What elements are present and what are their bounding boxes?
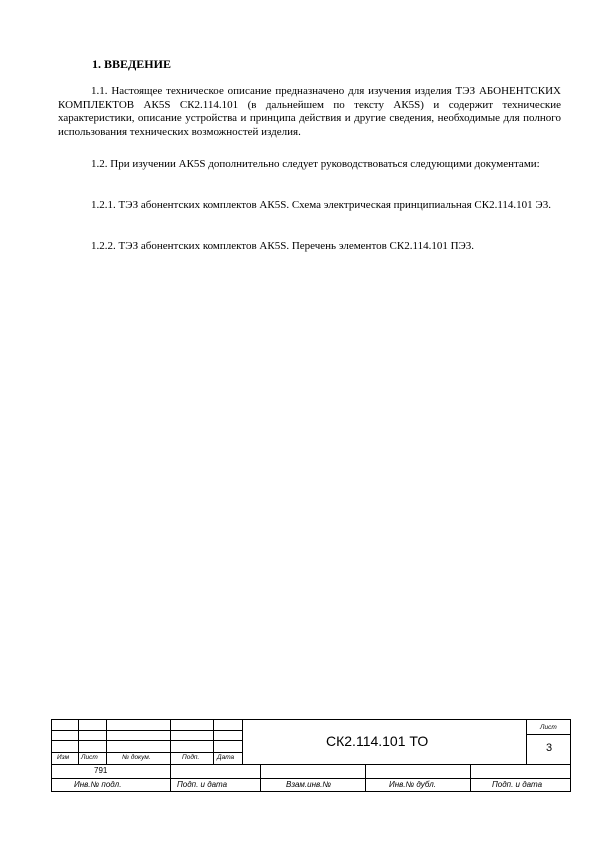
sheet-number: 3	[546, 742, 553, 754]
paragraph-1-2-2: 1.2.2. ТЭЗ абонентских комплектов АК5S. Перечень элементов СК2.114.101 ПЭ3.	[91, 240, 475, 252]
section-title: 1. ВВЕДЕНИЕ	[92, 57, 171, 71]
header-doc-number: № докум.	[122, 754, 151, 761]
paragraph-1-2-1: 1.2.1. ТЭЗ абонентских комплектов АК5S. Схема электрическая принципиальная СК2.114.101 Э3.	[91, 199, 551, 211]
header-izm: Изм	[57, 754, 70, 761]
header-date: Дата	[217, 754, 235, 761]
label-inv-dubl: Инв.№ дубл.	[389, 780, 436, 789]
sheet-label: Лист	[540, 724, 557, 731]
document-designation: СК2.114.101 ТО	[326, 733, 429, 749]
header-list: Лист	[81, 754, 98, 761]
label-vzam-inv: Взам.инв.№	[286, 780, 332, 789]
label-podp-data-2: Подп. и дата	[492, 780, 543, 789]
label-inv-podl: Инв.№ подл.	[74, 780, 122, 789]
title-block	[51, 719, 571, 792]
paragraph-1-1: 1.1. Настоящее техническое описание предназначено для изучения изделия ТЭЗ АБОНЕНТСКИХ КОМПЛЕКТОВ АК5S СК2.114.101 (в дальнейшем по тексту АК5S) и содержит технические характеристики, описание устройства и принципа действия и другие сведения, необходимые для полного использования технических возможностей изделия.	[58, 85, 561, 138]
inventory-number: 791	[94, 766, 108, 775]
paragraph-1-2: 1.2. При изучении АК5S дополнительно следует руководствоваться следующими документами:	[91, 158, 540, 170]
header-signature: Подп.	[182, 754, 200, 761]
label-podp-data-1: Подп. и дата	[177, 780, 228, 789]
